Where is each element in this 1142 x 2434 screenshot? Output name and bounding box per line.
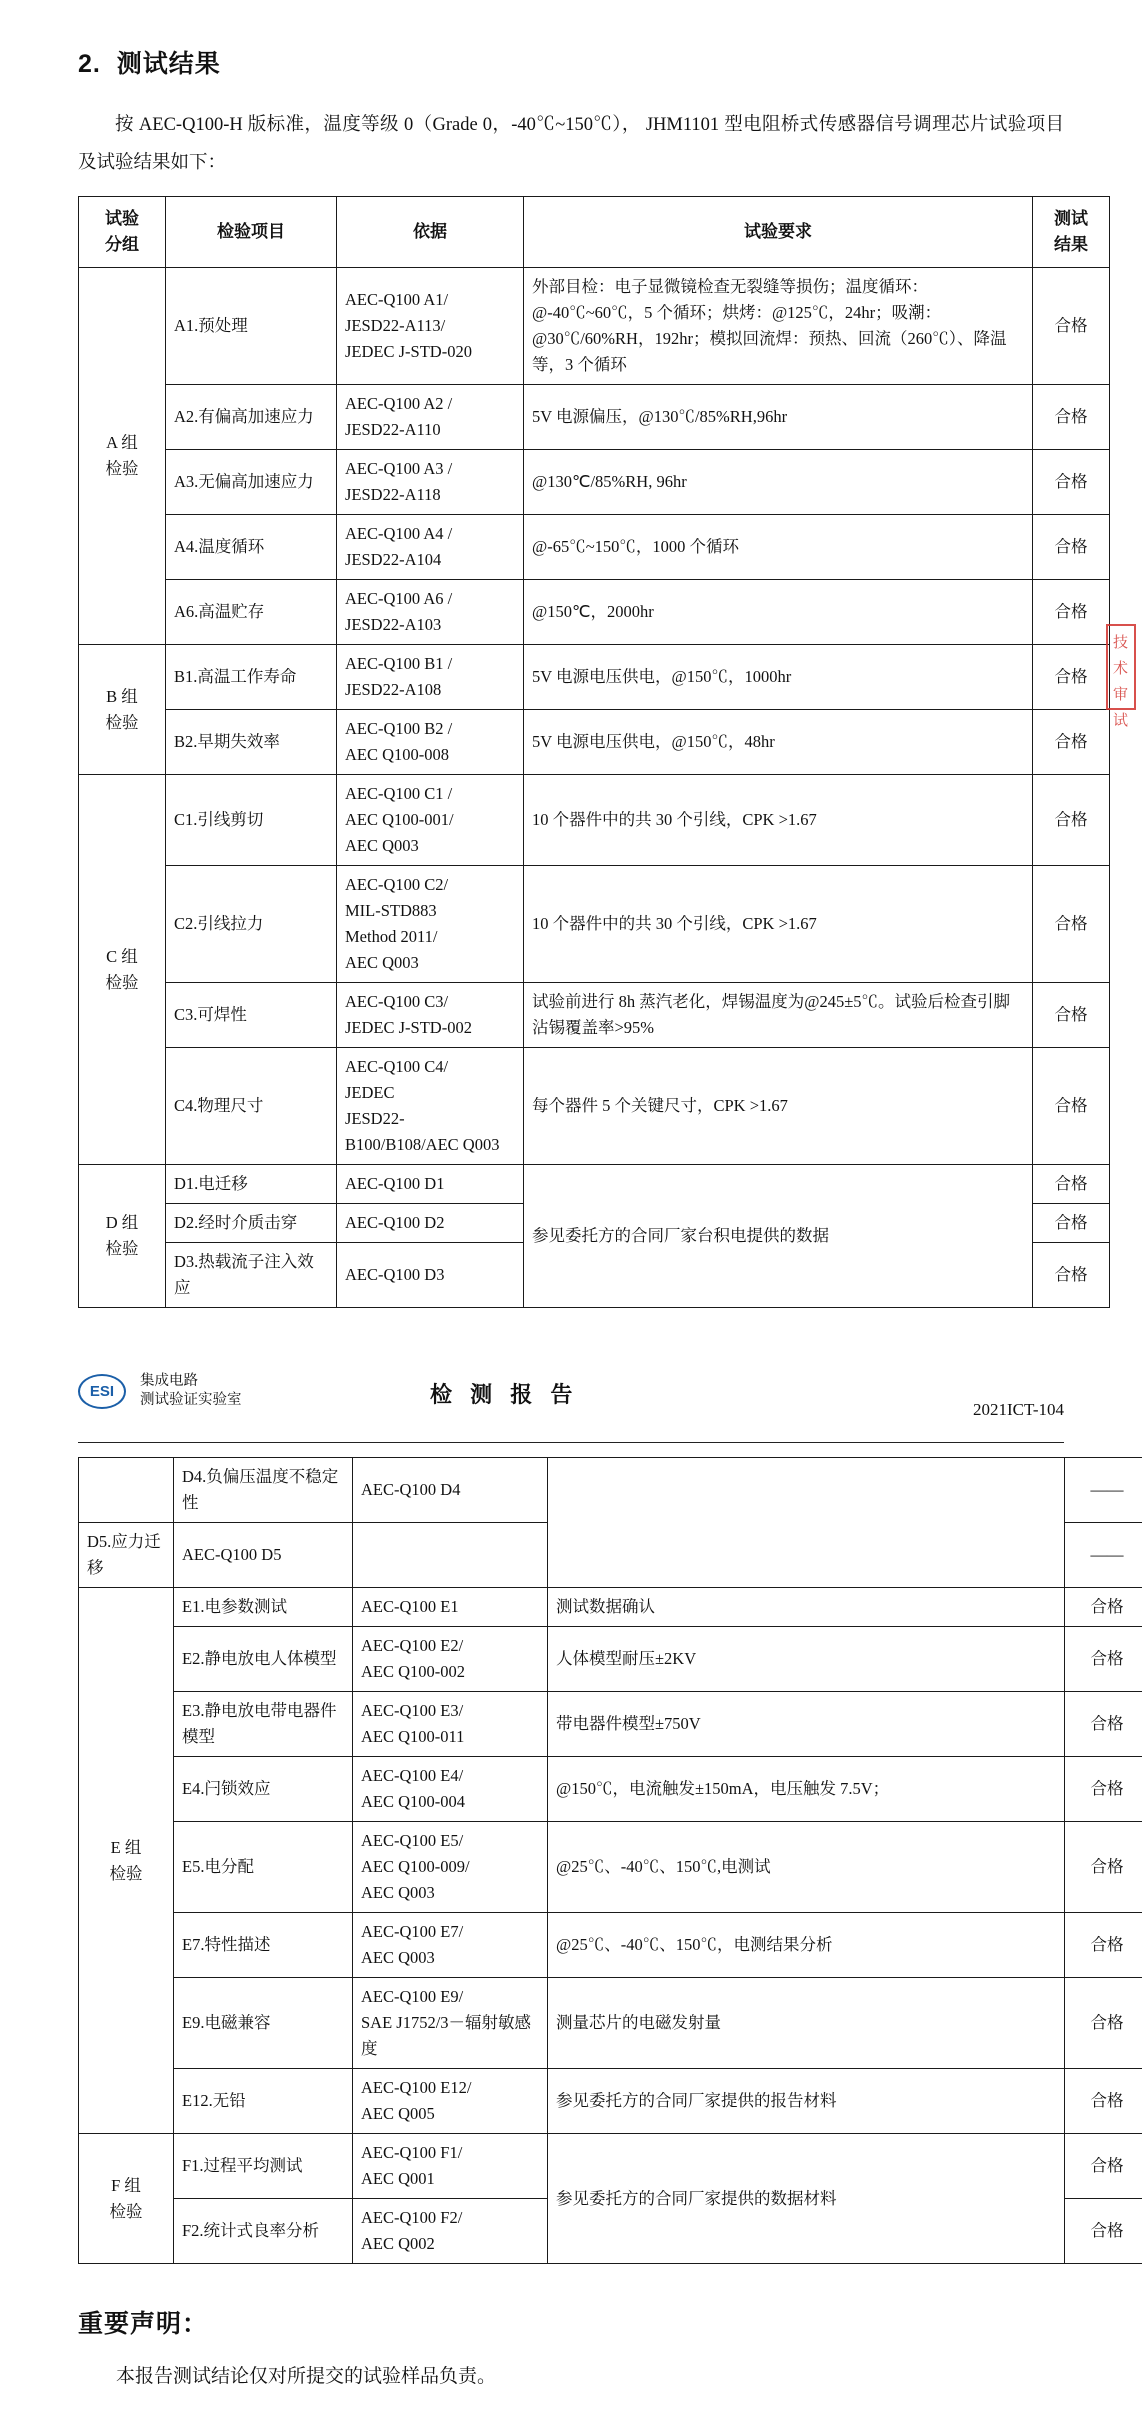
cell-basis: AEC-Q100 C2/ MIL-STD883 Method 2011/ AEC Q003 bbox=[337, 866, 524, 983]
cell-basis: AEC-Q100 F1/ AEC Q001 bbox=[353, 2134, 548, 2199]
cell-result: 合格 bbox=[1065, 1692, 1142, 1757]
cell-basis: AEC-Q100 E5/ AEC Q100-009/ AEC Q003 bbox=[353, 1822, 548, 1913]
cell-basis: AEC-Q100 E1 bbox=[353, 1588, 548, 1627]
cell-group: C 组 检验 bbox=[79, 775, 166, 1165]
cell-result: 合格 bbox=[1033, 866, 1110, 983]
cell-requirement: @25℃、-40℃、150℃，电测结果分析 bbox=[548, 1913, 1065, 1978]
esi-logo-icon: ESI bbox=[78, 1374, 126, 1409]
table-row bbox=[79, 1588, 1142, 1627]
cell-basis: AEC-Q100 E3/ AEC Q100-011 bbox=[353, 1692, 548, 1757]
cell-result: 合格 bbox=[1065, 1627, 1142, 1692]
cell-result: 合格 bbox=[1065, 2134, 1142, 2199]
cell-basis: AEC-Q100 E4/ AEC Q100-004 bbox=[353, 1757, 548, 1822]
cell-requirement: @25℃、-40℃、150℃,电测试 bbox=[548, 1822, 1065, 1913]
cell-result: 合格 bbox=[1033, 1165, 1110, 1204]
cell-basis: AEC-Q100 F2/ AEC Q002 bbox=[353, 2199, 548, 2264]
header-item: 检验项目 bbox=[166, 197, 337, 268]
table-row bbox=[79, 710, 1110, 775]
cell-item: E5.电分配 bbox=[174, 1822, 353, 1913]
header-basis: 依据 bbox=[337, 197, 524, 268]
cell-result: —— bbox=[1065, 1458, 1142, 1523]
cell-group: E 组 检验 bbox=[79, 1588, 174, 2134]
cell-requirement: 5V 电源电压供电，@150℃，48hr bbox=[524, 710, 1033, 775]
test-results-table-part1 bbox=[78, 196, 1110, 1308]
cell-item: A6.高温贮存 bbox=[166, 580, 337, 645]
cell-requirement: @150℃，电流触发±150mA，电压触发 7.5V； bbox=[548, 1757, 1065, 1822]
cell-item: F2.统计式良率分析 bbox=[174, 2199, 353, 2264]
cell-item: A4.温度循环 bbox=[166, 515, 337, 580]
cell-result: 合格 bbox=[1033, 1048, 1110, 1165]
cell-group: D 组 检验 bbox=[79, 1165, 166, 1308]
lab-name bbox=[140, 1372, 242, 1410]
cell-basis: AEC-Q100 A2 / JESD22-A110 bbox=[337, 385, 524, 450]
cell-requirement bbox=[548, 1458, 1065, 1588]
cell-item: A1.预处理 bbox=[166, 268, 337, 385]
lab-name-line1: 集成电路 bbox=[140, 1372, 242, 1391]
cell-basis: AEC-Q100 B1 / JESD22-A108 bbox=[337, 645, 524, 710]
test-results-table-part2 bbox=[78, 1457, 1142, 2264]
cell-result: 合格 bbox=[1065, 1757, 1142, 1822]
cell-requirement bbox=[353, 1523, 548, 1588]
report-header bbox=[0, 1366, 1142, 1436]
table-row bbox=[79, 580, 1110, 645]
cell-requirement: @-65℃~150℃，1000 个循环 bbox=[524, 515, 1033, 580]
table-body bbox=[79, 268, 1110, 1308]
table-row bbox=[79, 775, 1110, 866]
cell-result: 合格 bbox=[1065, 1978, 1142, 2069]
table-row bbox=[79, 1458, 1142, 1523]
cell-requirement: @130℃/85%RH, 96hr bbox=[524, 450, 1033, 515]
cell-item: E9.电磁兼容 bbox=[174, 1978, 353, 2069]
lab-name-line2: 测试验证实验室 bbox=[140, 1391, 242, 1410]
header-result: 测试 结果 bbox=[1033, 197, 1110, 268]
cell-basis: AEC-Q100 C1 / AEC Q100-001/ AEC Q003 bbox=[337, 775, 524, 866]
cell-requirement: 每个器件 5 个关键尺寸，CPK >1.67 bbox=[524, 1048, 1033, 1165]
table-row bbox=[79, 2134, 1142, 2199]
cell-item: B1.高温工作寿命 bbox=[166, 645, 337, 710]
cell-requirement: 测试数据确认 bbox=[548, 1588, 1065, 1627]
cell-result: 合格 bbox=[1033, 1243, 1110, 1308]
table-row bbox=[79, 645, 1110, 710]
cell-requirement: 测量芯片的电磁发射量 bbox=[548, 1978, 1065, 2069]
table-row bbox=[79, 2069, 1142, 2134]
cell-item: C4.物理尺寸 bbox=[166, 1048, 337, 1165]
cell-result: —— bbox=[1065, 1523, 1142, 1588]
cell-result: 合格 bbox=[1033, 515, 1110, 580]
report-title: 检 测 报 告 bbox=[430, 1378, 578, 1409]
cell-item: E12.无铅 bbox=[174, 2069, 353, 2134]
cell-result: 合格 bbox=[1065, 1913, 1142, 1978]
cell-requirement: 参见委托方的合同厂家台积电提供的数据 bbox=[524, 1165, 1033, 1308]
section-title-text: 测试结果 bbox=[117, 50, 221, 78]
cell-group: B 组 检验 bbox=[79, 645, 166, 775]
cell-basis: AEC-Q100 E9/ SAE J1752/3－辐射敏感度 bbox=[353, 1978, 548, 2069]
table-row bbox=[79, 385, 1110, 450]
cell-requirement: 10 个器件中的共 30 个引线，CPK >1.67 bbox=[524, 866, 1033, 983]
cell-item: E7.特性描述 bbox=[174, 1913, 353, 1978]
cell-result: 合格 bbox=[1033, 775, 1110, 866]
cell-requirement: @150℃，2000hr bbox=[524, 580, 1033, 645]
cell-item: E3.静电放电带电器件模型 bbox=[174, 1692, 353, 1757]
table-row bbox=[79, 515, 1110, 580]
cell-basis: AEC-Q100 A1/ JESD22-A113/ JEDEC J-STD-020 bbox=[337, 268, 524, 385]
cell-basis: AEC-Q100 D1 bbox=[337, 1165, 524, 1204]
table-row bbox=[79, 1757, 1142, 1822]
cell-item: D4.负偏压温度不稳定性 bbox=[174, 1458, 353, 1523]
cell-requirement: 试验前进行 8h 蒸汽老化，焊锡温度为@245±5℃。试验后检查引脚沾锡覆盖率>95% bbox=[524, 983, 1033, 1048]
cell-basis: AEC-Q100 A3 / JESD22-A118 bbox=[337, 450, 524, 515]
cell-item: A3.无偏高加速应力 bbox=[166, 450, 337, 515]
cell-item: E2.静电放电人体模型 bbox=[174, 1627, 353, 1692]
cell-result: 合格 bbox=[1033, 1204, 1110, 1243]
cell-item: D5.应力迁移 bbox=[79, 1523, 174, 1588]
table-row bbox=[79, 450, 1110, 515]
cell-basis: AEC-Q100 D5 bbox=[174, 1523, 353, 1588]
table-row bbox=[79, 1822, 1142, 1913]
cell-result: 合格 bbox=[1033, 710, 1110, 775]
cell-group: F 组 检验 bbox=[79, 2134, 174, 2264]
cell-item: A2.有偏高加速应力 bbox=[166, 385, 337, 450]
report-code: 2021ICT-104 bbox=[973, 1400, 1064, 1420]
cell-item: D1.电迁移 bbox=[166, 1165, 337, 1204]
cell-item: C2.引线拉力 bbox=[166, 866, 337, 983]
table-row bbox=[79, 268, 1110, 385]
cell-item: B2.早期失效率 bbox=[166, 710, 337, 775]
cell-item: C3.可焊性 bbox=[166, 983, 337, 1048]
cell-result: 合格 bbox=[1033, 268, 1110, 385]
cell-item: E1.电参数测试 bbox=[174, 1588, 353, 1627]
page-title bbox=[78, 44, 1142, 80]
cell-item: D2.经时介质击穿 bbox=[166, 1204, 337, 1243]
cell-item: E4.闩锁效应 bbox=[174, 1757, 353, 1822]
cell-requirement: 5V 电源偏压，@130℃/85%RH,96hr bbox=[524, 385, 1033, 450]
cell-item: F1.过程平均测试 bbox=[174, 2134, 353, 2199]
table-row bbox=[79, 1913, 1142, 1978]
cell-result: 合格 bbox=[1033, 983, 1110, 1048]
cell-basis: AEC-Q100 B2 / AEC Q100-008 bbox=[337, 710, 524, 775]
cell-result: 合格 bbox=[1033, 450, 1110, 515]
cell-basis: AEC-Q100 E12/ AEC Q005 bbox=[353, 2069, 548, 2134]
cell-requirement: 人体模型耐压±2KV bbox=[548, 1627, 1065, 1692]
cell-basis: AEC-Q100 D2 bbox=[337, 1204, 524, 1243]
table-header-row bbox=[79, 197, 1110, 268]
cell-basis: AEC-Q100 C4/ JEDEC JESD22-B100/B108/AEC Q003 bbox=[337, 1048, 524, 1165]
cell-requirement: 5V 电源电压供电，@150℃，1000hr bbox=[524, 645, 1033, 710]
cell-basis: AEC-Q100 E7/ AEC Q003 bbox=[353, 1913, 548, 1978]
cell-result: 合格 bbox=[1065, 2199, 1142, 2264]
cell-group: A 组 检验 bbox=[79, 268, 166, 645]
table-row bbox=[79, 1048, 1110, 1165]
cell-requirement: 10 个器件中的共 30 个引线，CPK >1.67 bbox=[524, 775, 1033, 866]
cell-requirement: 带电器件模型±750V bbox=[548, 1692, 1065, 1757]
statement-title: 重要声明： bbox=[78, 2304, 1142, 2340]
cell-result: 合格 bbox=[1033, 645, 1110, 710]
cell-requirement: 参见委托方的合同厂家提供的报告材料 bbox=[548, 2069, 1065, 2134]
cell-basis: AEC-Q100 C3/ JEDEC J-STD-002 bbox=[337, 983, 524, 1048]
cell-basis: AEC-Q100 E2/ AEC Q100-002 bbox=[353, 1627, 548, 1692]
table-row bbox=[79, 1978, 1142, 2069]
cell-result: 合格 bbox=[1065, 1588, 1142, 1627]
statement-body: 本报告测试结论仅对所提交的试验样品负责。 bbox=[78, 2360, 1064, 2394]
document-page bbox=[0, 44, 1142, 2394]
table-row bbox=[79, 1692, 1142, 1757]
cell-basis: AEC-Q100 D4 bbox=[353, 1458, 548, 1523]
lab-logo bbox=[78, 1372, 242, 1410]
cell-requirement: 外部目检：电子显微镜检查无裂缝等损伤；温度循环：@-40℃~60℃，5 个循环；烘烤：@125℃，24hr；吸潮：@30℃/60%RH，192hr；模拟回流焊：预热、回流（260℃）、降温等，3 个循环 bbox=[524, 268, 1033, 385]
cell-result: 合格 bbox=[1033, 385, 1110, 450]
cell-item: D3.热载流子注入效应 bbox=[166, 1243, 337, 1308]
table-row bbox=[79, 866, 1110, 983]
header-divider bbox=[78, 1442, 1064, 1443]
header-requirement: 试验要求 bbox=[524, 197, 1033, 268]
header-group: 试验 分组 bbox=[79, 197, 166, 268]
cell-basis: AEC-Q100 A6 / JESD22-A103 bbox=[337, 580, 524, 645]
stamp-text: 技术审试 bbox=[1113, 634, 1129, 729]
cell-result: 合格 bbox=[1065, 1822, 1142, 1913]
table-row bbox=[79, 983, 1110, 1048]
approval-stamp bbox=[1106, 624, 1136, 710]
section-number: 2. bbox=[78, 50, 101, 78]
table-body bbox=[79, 1458, 1142, 2264]
table-row bbox=[79, 1627, 1142, 1692]
cell-group bbox=[79, 1458, 174, 1523]
cell-result: 合格 bbox=[1065, 2069, 1142, 2134]
cell-basis: AEC-Q100 D3 bbox=[337, 1243, 524, 1308]
cell-basis: AEC-Q100 A4 / JESD22-A104 bbox=[337, 515, 524, 580]
cell-requirement: 参见委托方的合同厂家提供的数据材料 bbox=[548, 2134, 1065, 2264]
cell-item: C1.引线剪切 bbox=[166, 775, 337, 866]
intro-paragraph: 按 AEC-Q100-H 版标准，温度等级 0（Grade 0，-40℃~150℃）， JHM1101 型电阻桥式传感器信号调理芯片试验项目及试验结果如下： bbox=[78, 106, 1064, 182]
cell-result: 合格 bbox=[1033, 580, 1110, 645]
table-row bbox=[79, 1165, 1110, 1204]
